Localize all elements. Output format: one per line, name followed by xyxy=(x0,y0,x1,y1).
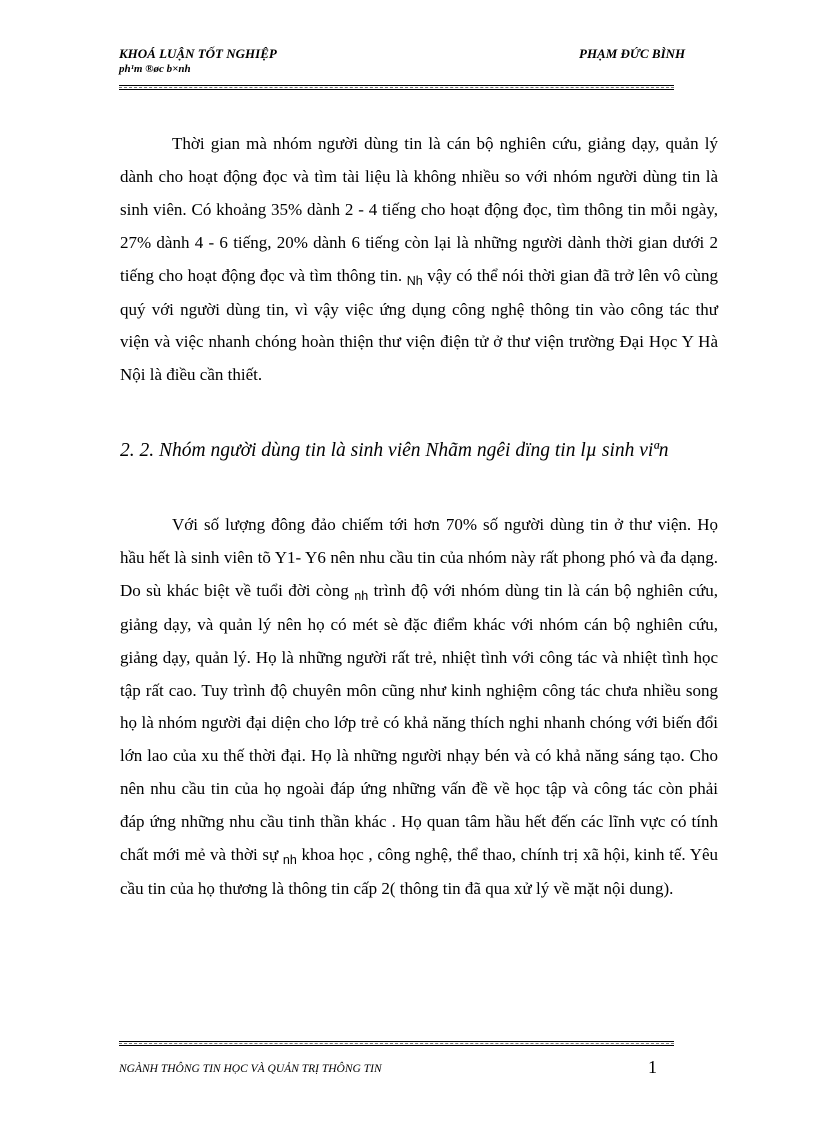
paragraph-1-text xyxy=(120,128,718,392)
footer-department: NGÀNH THÔNG TIN HỌC VÀ QUẢN TRỊ THÔNG TIN xyxy=(119,1063,382,1075)
paragraph-2-fragment-2: nh xyxy=(282,853,297,868)
paragraph-1-part-1: Thời gian mà nhóm người dùng tin là cán bộ nghiên cứu, giảng dạy, quản lý dành cho hoạt động đọc và tìm tài liệu là không nhiều so với nhóm người dùng tin là sinh viên. Có khoảng 35% dành 2 - 4 tiếng cho hoạt động đọc, tìm thông tin mỗi ngày, 27% dành 4 - 6 tiếng, 20% dành 6 tiếng còn lại là những người dành thời gian dưới 2 tiếng cho hoạt động đọc và tìm thông tin. xyxy=(120,134,718,285)
header-rule xyxy=(119,85,674,90)
paragraph-1-part-2: vậy có thể nói thời gian đã trở lên vô cùng quý với người dùng tin, vì vậy việc ứng dụng công nghệ thông tin vào công tác thư viện và việc nhanh chóng hoàn thiện thư viện điện tử ở thư viện trường Đại Học Y Hà Nội là điều cần thiết. xyxy=(120,265,718,385)
paragraph-2-part-2: trình độ với nhóm dùng tin là cán bộ nghiên cứu, giảng dạy, và quản lý nên họ có mét sè đặc điểm khác với nhóm cán bộ nghiên cứu, giảng dạy, quản lý. Họ là những người rất trẻ, nhiệt tình với công tác và nhiệt tình học tập rất cao. Tuy trình độ chuyên môn cũng như kinh nghiệm công tác chưa nhiều song họ là nhóm người đại diện cho lớp trẻ có khả năng thích nghi nhanh chóng với biến đổi lớn lao của xu thế thời đại. Họ là những người nhạy bén và có khả năng sáng tạo. Cho nên nhu cầu tin của họ ngoài đáp ứng những vấn đề về học tập và công tác còn phải đáp ứng những nhu cầu tinh thần khác . Họ quan tâm hầu hết đến các lĩnh vực có tính chất mới mẻ và thời sự xyxy=(120,580,719,865)
footer-rule xyxy=(119,1041,674,1046)
section-heading: 2. 2. Nhóm người dùng tin là sinh viên Nhãm ngêi dïng tin lµ sinh viªn xyxy=(120,440,669,461)
page-number: 1 xyxy=(648,1057,657,1077)
paragraph-2-fragment-1: nh xyxy=(354,588,369,603)
header-author-name: PHẠM ĐỨC BÌNH xyxy=(579,46,686,61)
header-thesis-title: KHOÁ LUẬN TỐT NGHIỆP xyxy=(119,46,277,61)
paragraph-students xyxy=(120,509,718,906)
paragraph-2-text xyxy=(120,509,718,906)
paragraph-time-usage xyxy=(120,128,718,392)
paragraph-2-part-3: khoa học , công nghệ, thể thao, chính trị xã hội, kinh tế. Yêu cầu tin của họ thương là thông tin cấp 2( thông tin đã qua xử lý về mặt nội dung). xyxy=(120,845,719,898)
paragraph-1-fragment: Nh xyxy=(406,273,423,288)
paragraph-2-part-1: Với số lượng đông đảo chiếm tới hơn 70% số người dùng tin ở thư viện. Họ hầu hết là sinh viên tõ Y1- Y6 nên nhu cầu tin của nhóm này rất phong phó và đa dạng. Do sù khác biệt về tuổi đời còng xyxy=(120,515,718,600)
header-author-legacy: ph¹m ®øc b×nh xyxy=(119,63,191,75)
